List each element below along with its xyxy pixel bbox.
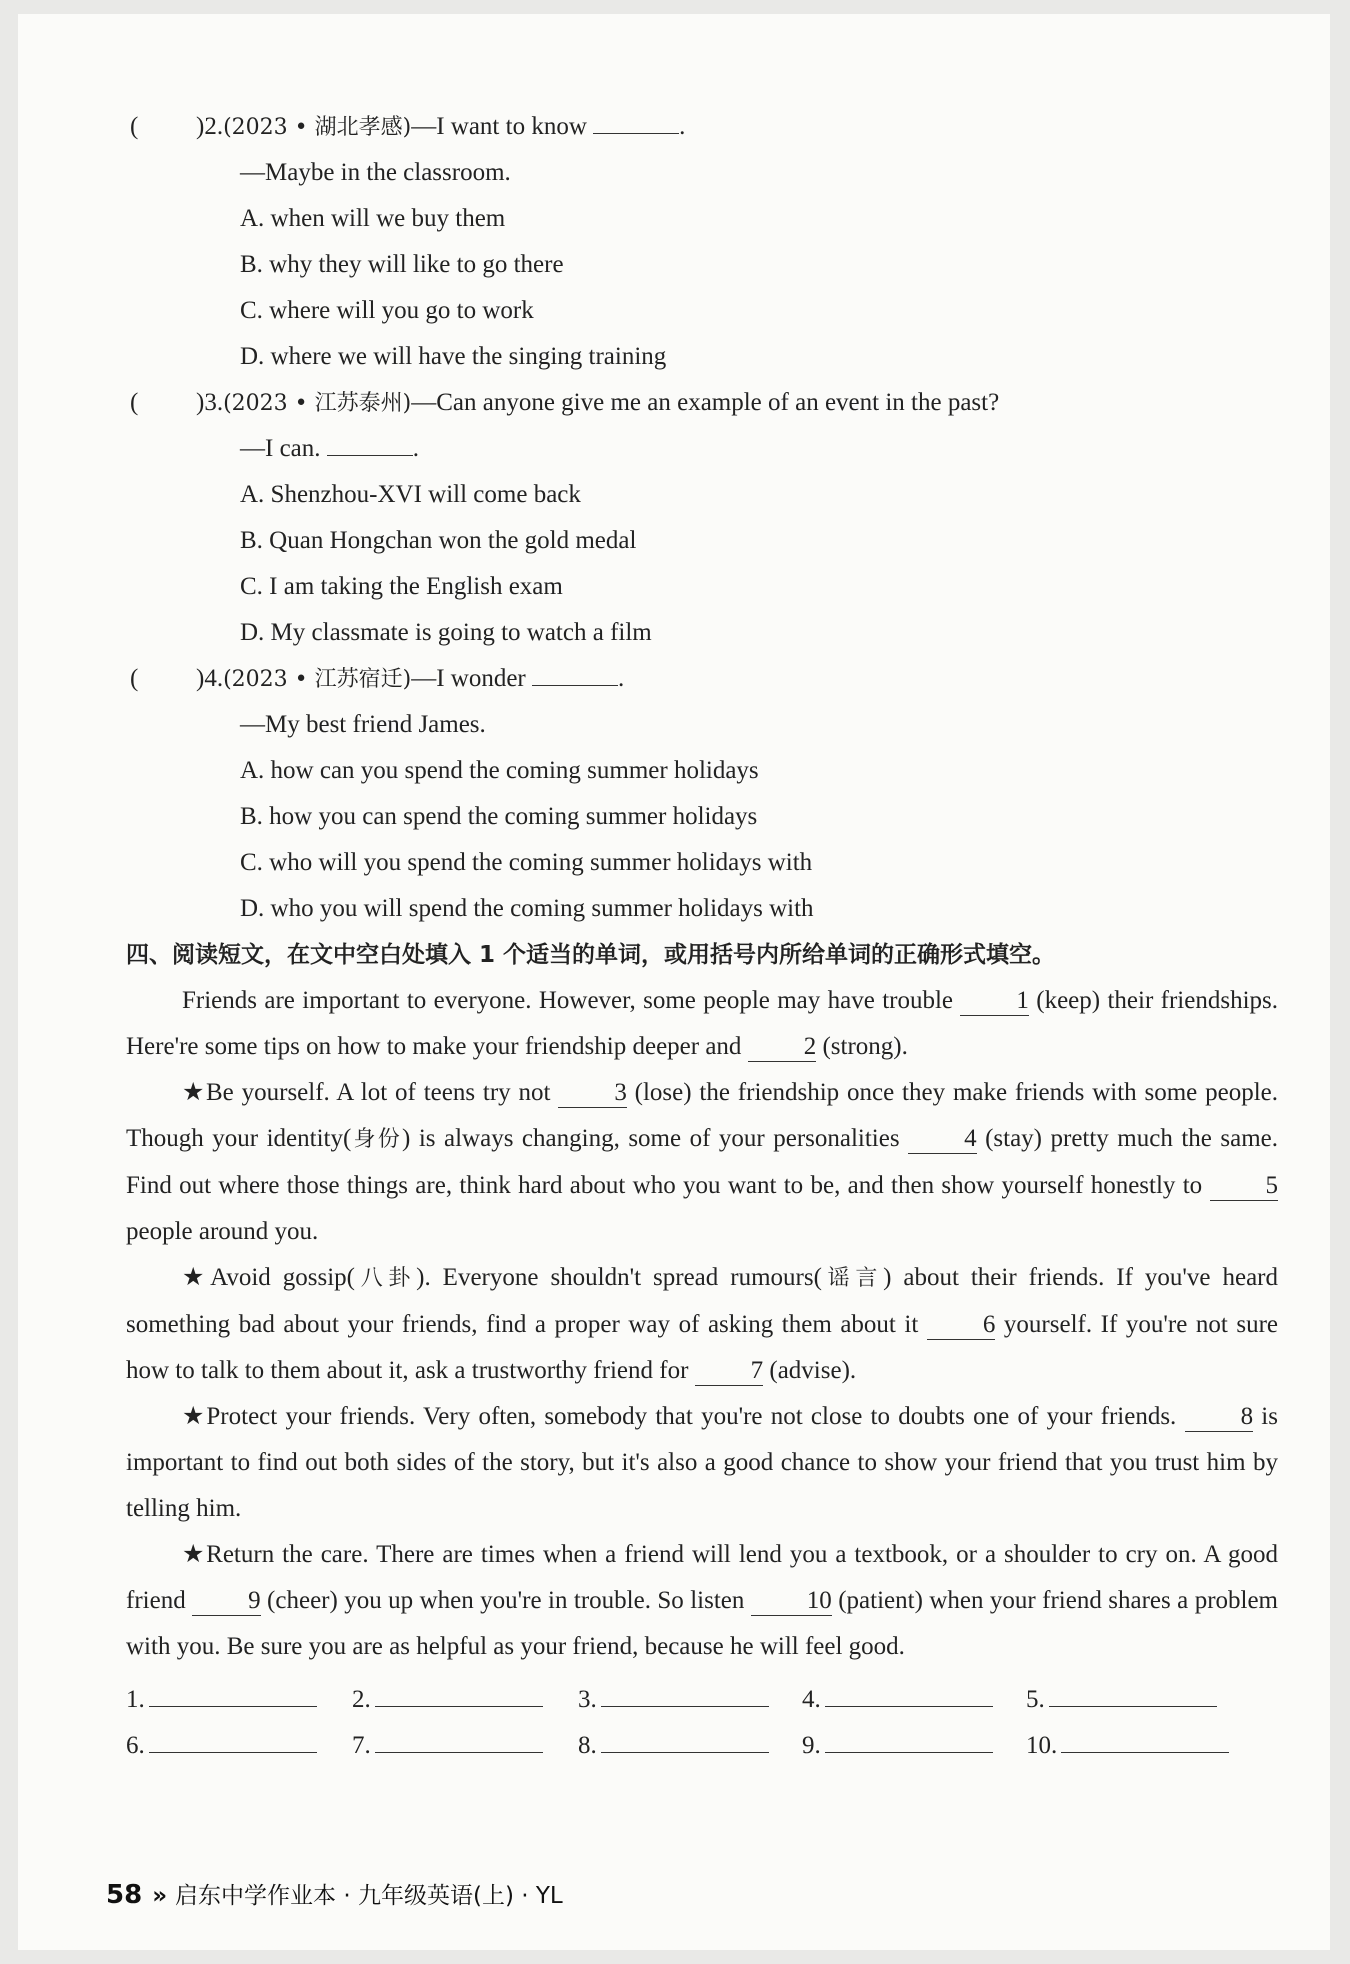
answer-label: 7. bbox=[352, 1732, 371, 1759]
question-prompt: —I want to know bbox=[411, 113, 587, 140]
question-reply: —Maybe in the classroom. bbox=[240, 159, 511, 186]
option-b: B. how you can spend the coming summer holidays bbox=[240, 803, 758, 830]
passage-text: (lose) the friendship once they make friends with some people. Though your identity( bbox=[126, 1079, 1278, 1152]
passage bbox=[108, 978, 1278, 1670]
answer-paren-open: ( bbox=[130, 113, 139, 140]
answer-slot[interactable] bbox=[352, 1722, 543, 1769]
passage-text: ★Avoid gossip( bbox=[182, 1264, 355, 1291]
page-number: 58 bbox=[106, 1880, 143, 1910]
reply-text: —I can. bbox=[240, 435, 321, 462]
passage-text: (stay) pretty much the same. Find out where those things are, think hard about who you want to be, and then show yourself honestly to bbox=[126, 1125, 1278, 1199]
option-a: A. how can you spend the coming summer holidays bbox=[240, 757, 759, 784]
answer-line[interactable] bbox=[825, 1676, 993, 1707]
double-chevron-icon: » bbox=[152, 1883, 168, 1909]
question-2 bbox=[108, 104, 1278, 150]
answer-line[interactable] bbox=[1061, 1722, 1229, 1753]
question-number: 4. bbox=[204, 665, 224, 692]
blank-number[interactable]: 5 bbox=[1210, 1172, 1279, 1201]
passage-text: (strong). bbox=[816, 1033, 908, 1060]
answer-label: 1. bbox=[126, 1686, 145, 1713]
option-c: C. where will you go to work bbox=[240, 297, 534, 324]
passage-text: (patient) when your friend shares a problem with you. Be sure you are as helpful as your friend, because he will feel good. bbox=[126, 1587, 1279, 1660]
answer-slot[interactable] bbox=[126, 1722, 317, 1769]
answer-line[interactable] bbox=[1049, 1676, 1217, 1707]
answer-paren-open: ( bbox=[130, 389, 139, 416]
question-source: (2023 • 江苏宿迁) bbox=[223, 667, 412, 692]
answer-blank[interactable] bbox=[593, 107, 679, 134]
question-number: 2. bbox=[204, 113, 224, 140]
book-title: 启东中学作业本 · 九年级英语(上) · YL bbox=[175, 1883, 563, 1909]
answer-label: 10. bbox=[1026, 1732, 1058, 1759]
blank-number[interactable]: 8 bbox=[1185, 1403, 1254, 1432]
answer-line[interactable] bbox=[825, 1722, 993, 1753]
question-prompt: —I wonder bbox=[411, 665, 526, 692]
answer-slot[interactable] bbox=[802, 1722, 993, 1769]
blank-number[interactable]: 6 bbox=[927, 1311, 996, 1340]
answer-blank[interactable] bbox=[532, 659, 618, 686]
page-content bbox=[108, 104, 1278, 1768]
passage-text: (advise). bbox=[763, 1357, 857, 1384]
question-head bbox=[196, 104, 685, 151]
question-head bbox=[196, 380, 999, 427]
question-number: 3. bbox=[204, 389, 224, 416]
passage-paragraph bbox=[126, 1255, 1278, 1394]
answer-paren-close: ) bbox=[196, 665, 205, 692]
answer-label: 4. bbox=[802, 1686, 821, 1713]
question-3 bbox=[108, 380, 1278, 426]
option-d: D. who you will spend the coming summer holidays with bbox=[240, 895, 814, 922]
question-reply bbox=[108, 426, 1278, 472]
workbook-page bbox=[18, 14, 1330, 1950]
blank-number[interactable]: 1 bbox=[960, 987, 1029, 1016]
passage-paragraph bbox=[126, 1070, 1278, 1255]
answer-label: 8. bbox=[578, 1732, 597, 1759]
answer-grid bbox=[108, 1676, 1278, 1768]
answer-slot[interactable] bbox=[352, 1676, 543, 1723]
answer-slot[interactable] bbox=[1026, 1676, 1217, 1723]
passage-text: ) is always changing, some of your personalities bbox=[402, 1125, 909, 1152]
answer-label: 5. bbox=[1026, 1686, 1045, 1713]
option-d: D. My classmate is going to watch a film bbox=[240, 619, 652, 646]
question-source: (2023 • 江苏泰州) bbox=[223, 391, 412, 416]
option-d: D. where we will have the singing training bbox=[240, 343, 667, 370]
question-source: (2023 • 湖北孝感) bbox=[223, 115, 412, 140]
option-a: A. Shenzhou-XVI will come back bbox=[240, 481, 581, 508]
answer-blank[interactable] bbox=[327, 429, 413, 456]
question-4 bbox=[108, 656, 1278, 702]
answer-label: 9. bbox=[802, 1732, 821, 1759]
passage-paragraph bbox=[126, 1394, 1278, 1532]
answer-line[interactable] bbox=[149, 1722, 317, 1753]
passage-text: (cheer) you up when you're in trouble. So listen bbox=[260, 1587, 751, 1614]
question-head bbox=[196, 656, 624, 703]
answer-line[interactable] bbox=[149, 1676, 317, 1707]
option-a: A. when will we buy them bbox=[240, 205, 506, 232]
passage-text: ★Return the care. There are times when a friend will lend you a textbook, or a shoulder to cry on. A good friend bbox=[126, 1541, 1278, 1614]
answer-slot[interactable] bbox=[578, 1722, 769, 1769]
passage-text: ★Protect your friends. Very often, somebody that you're not close to doubts one of your friends. bbox=[182, 1403, 1185, 1430]
blank-number[interactable]: 10 bbox=[751, 1587, 832, 1616]
blank-number[interactable]: 2 bbox=[748, 1033, 817, 1062]
answer-paren-close: ) bbox=[196, 389, 205, 416]
chinese-gloss: 八卦 bbox=[354, 1266, 417, 1291]
option-c: C. who will you spend the coming summer holidays with bbox=[240, 849, 813, 876]
answer-paren-close: ) bbox=[196, 113, 205, 140]
answer-row bbox=[126, 1722, 1278, 1768]
answer-line[interactable] bbox=[375, 1676, 543, 1707]
blank-number[interactable]: 7 bbox=[695, 1357, 764, 1386]
question-end: . bbox=[412, 435, 420, 462]
passage-text: yourself. If you're not sure how to talk to them about it, ask a trustworthy friend for bbox=[126, 1311, 1278, 1384]
answer-slot[interactable] bbox=[1026, 1722, 1229, 1769]
answer-line[interactable] bbox=[601, 1676, 769, 1707]
answer-line[interactable] bbox=[375, 1722, 543, 1753]
section-title: 四、阅读短文，在文中空白处填入 1 个适当的单词，或用括号内所给单词的正确形式填空。 bbox=[126, 942, 1056, 968]
passage-text: (keep) their friendships. Here're some tips on how to make your friendship deeper and bbox=[126, 987, 1278, 1060]
passage-text: ★Be yourself. A lot of teens try not bbox=[182, 1079, 559, 1106]
passage-text: ) about their friends. If you've heard something bad about your friends, find a proper way of asking them about it bbox=[126, 1264, 1278, 1338]
answer-row bbox=[126, 1676, 1278, 1722]
option-b: B. why they will like to go there bbox=[240, 251, 564, 278]
passage-text: ). Everyone shouldn't spread rumours( bbox=[416, 1264, 822, 1291]
question-end: . bbox=[618, 665, 625, 692]
page-footer bbox=[106, 1877, 563, 1913]
passage-text: people around you. bbox=[126, 1218, 319, 1245]
passage-text: Friends are important to everyone. However, some people may have trouble bbox=[182, 987, 961, 1014]
blank-number[interactable]: 4 bbox=[908, 1125, 977, 1154]
chinese-gloss: 身份 bbox=[351, 1127, 403, 1152]
question-reply: —My best friend James. bbox=[240, 711, 486, 738]
chinese-gloss: 谣言 bbox=[821, 1266, 884, 1291]
answer-paren-open: ( bbox=[130, 665, 139, 692]
answer-line[interactable] bbox=[601, 1722, 769, 1753]
passage-paragraph bbox=[126, 1532, 1278, 1670]
question-prompt: —Can anyone give me an example of an event in the past? bbox=[411, 389, 1000, 416]
answer-label: 2. bbox=[352, 1686, 371, 1713]
blank-number[interactable]: 3 bbox=[558, 1079, 627, 1108]
answer-slot[interactable] bbox=[802, 1676, 993, 1723]
blank-number[interactable]: 9 bbox=[192, 1587, 261, 1616]
question-end: . bbox=[679, 113, 686, 140]
answer-label: 3. bbox=[578, 1686, 597, 1713]
answer-slot[interactable] bbox=[126, 1676, 317, 1723]
option-b: B. Quan Hongchan won the gold medal bbox=[240, 527, 637, 554]
option-c: C. I am taking the English exam bbox=[240, 573, 563, 600]
passage-text: is important to find out both sides of the story, but it's also a good chance to show your friend that you trust him by telling him. bbox=[126, 1403, 1278, 1522]
answer-slot[interactable] bbox=[578, 1676, 769, 1723]
answer-label: 6. bbox=[126, 1732, 145, 1759]
passage-paragraph bbox=[126, 978, 1278, 1070]
